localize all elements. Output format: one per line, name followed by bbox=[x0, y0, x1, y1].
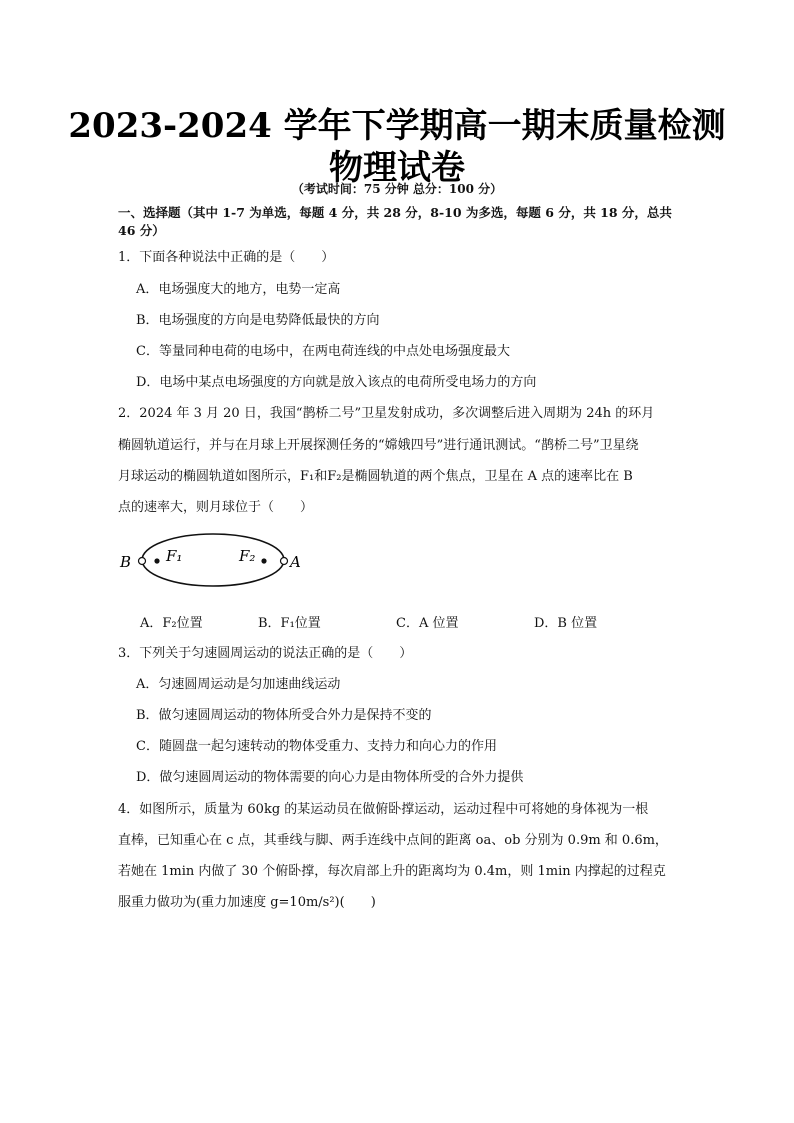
question-1-option-a: A．电场强度大的地方，电势一定高 bbox=[136, 282, 341, 297]
question-1-option-c: C．等量同种电荷的电场中，在两电荷连线的中点处电场强度最大 bbox=[136, 344, 510, 359]
question-2-option-d: D．B 位置 bbox=[534, 616, 598, 631]
question-2-line-2: 椭圆轨道运行，并与在月球上开展探测任务的“嫦娥四号”进行通讯测试。“鹊桥二号”卫星绕 bbox=[118, 438, 639, 453]
label-a: A bbox=[290, 553, 301, 571]
question-2-option-a: A．F₂位置 bbox=[140, 616, 203, 631]
question-3-option-d: D．做匀速圆周运动的物体需要的向心力是由物体所受的合外力提供 bbox=[136, 770, 524, 785]
question-2-option-c: C．A 位置 bbox=[396, 616, 459, 631]
point-b-marker bbox=[139, 558, 146, 565]
question-3-option-a: A．匀速圆周运动是匀加速曲线运动 bbox=[136, 677, 341, 692]
label-f1: F₁ bbox=[166, 547, 183, 565]
exam-title: 2023-2024 学年下学期高一期末质量检测 bbox=[68, 106, 726, 146]
exam-info: （考试时间：75 分钟 总分：100 分） bbox=[291, 182, 503, 196]
exam-subject-title: 物理试卷 bbox=[329, 148, 465, 188]
elliptical-orbit-figure bbox=[118, 528, 308, 592]
question-3-option-b: B．做匀速圆周运动的物体所受合外力是保持不变的 bbox=[136, 708, 432, 723]
question-2-option-b: B．F₁位置 bbox=[258, 616, 321, 631]
focus-f1-dot bbox=[154, 558, 159, 563]
question-2-line-3: 月球运动的椭圆轨道如图所示，F₁和F₂是椭圆轨道的两个焦点，卫星在 A 点的速率比在 B bbox=[118, 469, 633, 484]
question-2-options bbox=[136, 612, 656, 630]
section-heading: 一、选择题（其中 1-7 为单选，每题 4 分，共 28 分，8-10 为多选，每题 6 分，共 18 分，总共 46 分） bbox=[118, 205, 672, 238]
question-3-option-c: C．随圆盘一起匀速转动的物体受重力、支持力和向心力的作用 bbox=[136, 739, 497, 754]
question-4-line-3: 若她在 1min 内做了 30 个俯卧撑，每次肩部上升的距离均为 0.4m，则 1min 内撑起的过程克 bbox=[118, 864, 666, 879]
question-4-line-4: 服重力做功为(重力加速度 g=10m/s²)( ) bbox=[118, 895, 376, 910]
question-2-line-1: 2．2024 年 3 月 20 日，我国“鹊桥二号”卫星发射成功，多次调整后进入周期为 24h 的环月 bbox=[118, 406, 655, 421]
point-a-marker bbox=[281, 558, 288, 565]
question-3-stem: 3．下列关于匀速圆周运动的说法正确的是（ ） bbox=[118, 646, 413, 661]
label-f2: F₂ bbox=[239, 547, 256, 565]
question-1-option-b: B．电场强度的方向是电势降低最快的方向 bbox=[136, 313, 380, 328]
question-1-option-d: D．电场中某点电场强度的方向就是放入该点的电荷所受电场力的方向 bbox=[136, 375, 537, 390]
question-4-line-2: 直棒，已知重心在 c 点，其垂线与脚、两手连线中点间的距离 oa、ob 分别为 0.9m 和 0.6m， bbox=[118, 833, 668, 848]
question-1-stem: 1．下面各种说法中正确的是（ ） bbox=[118, 250, 335, 265]
question-2-line-4: 点的速率大，则月球位于（ ） bbox=[118, 500, 314, 515]
label-b: B bbox=[120, 553, 132, 571]
focus-f2-dot bbox=[261, 558, 266, 563]
question-4-line-1: 4．如图所示，质量为 60kg 的某运动员在做俯卧撑运动，运动过程中可将她的身体视为一根 bbox=[118, 802, 649, 817]
